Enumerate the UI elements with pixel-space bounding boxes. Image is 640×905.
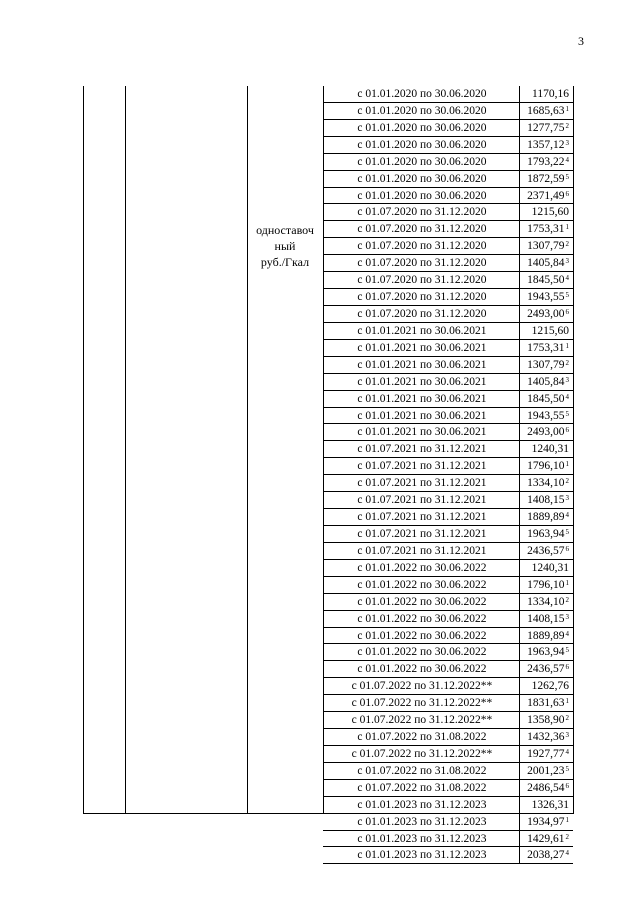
period-cell: с 01.01.2020 по 30.06.2020 (357, 121, 487, 134)
footnote-marker: 1 (565, 460, 569, 469)
footnote-marker: 4 (565, 155, 569, 164)
period-cell: с 01.01.2021 по 30.06.2021 (357, 358, 487, 371)
table-row (323, 661, 573, 678)
footnote-marker: 3 (565, 494, 569, 503)
tariff-value: 1963,94 (527, 646, 565, 659)
footnote-marker: 5 (565, 764, 569, 773)
footnote-marker: 1 (565, 223, 569, 232)
tariff-value-cell (520, 323, 573, 339)
tariff-value: 1432,36 (527, 731, 565, 744)
table-row (323, 221, 573, 238)
table-row (323, 103, 573, 120)
table-row (323, 238, 573, 255)
period-cell: с 01.07.2022 по 31.08.2022 (357, 781, 487, 794)
page-number: 3 (578, 34, 584, 48)
footnote-marker: 1 (565, 341, 569, 350)
tariff-value: 1796,10 (527, 578, 565, 591)
footnote-marker: 3 (565, 375, 569, 384)
tariff-value: 1934,97 (527, 815, 565, 828)
table-row (323, 763, 573, 780)
footnote-marker: 1 (565, 104, 569, 113)
footnote-marker: 2 (565, 714, 569, 723)
table-row (323, 323, 573, 340)
tariff-value-cell (520, 86, 573, 102)
period-cell: с 01.07.2020 по 31.12.2020 (357, 240, 487, 253)
tariff-value-cell (520, 441, 573, 457)
period-cell: с 01.07.2022 по 31.12.2022** (351, 714, 493, 727)
tariff-table (83, 86, 574, 862)
footnote-marker: 4 (565, 392, 569, 401)
period-cell: с 01.07.2020 по 31.12.2020 (357, 307, 487, 320)
unit-label-line: ный (274, 239, 296, 253)
table-row (323, 137, 573, 154)
period-cell: с 01.01.2020 по 30.06.2020 (357, 189, 487, 202)
tariff-value: 2436,57 (527, 544, 565, 557)
period-cell: с 01.01.2021 по 30.06.2021 (357, 392, 487, 405)
footnote-marker: 2 (565, 477, 569, 486)
period-cell: с 01.07.2022 по 31.08.2022 (357, 731, 487, 744)
tariff-value-cell (520, 137, 573, 153)
tariff-value: 1408,15 (527, 494, 565, 507)
footnote-marker: 6 (565, 307, 569, 316)
footnote-marker: 5 (565, 646, 569, 655)
tariff-value: 1326,31 (531, 798, 569, 811)
tariff-value: 1240,31 (531, 561, 569, 574)
period-cell: с 01.01.2022 по 30.06.2022 (357, 663, 487, 676)
tariff-value-cell (520, 560, 573, 576)
tariff-value: 1943,55 (527, 291, 565, 304)
tariff-value: 1845,50 (527, 274, 565, 287)
footnote-marker: 3 (565, 612, 569, 621)
footnote-marker: 3 (565, 257, 569, 266)
tariff-value-cell (520, 289, 573, 305)
table-row (323, 577, 573, 594)
tariff-value: 1215,60 (531, 324, 569, 337)
footnote-marker: 1 (565, 578, 569, 587)
tariff-value: 2038,27 (527, 849, 565, 862)
period-cell: с 01.01.2023 по 31.12.2023 (357, 832, 487, 845)
footnote-marker: 2 (565, 121, 569, 130)
table-row (323, 611, 573, 628)
table-row (323, 780, 573, 797)
table-row (323, 797, 573, 814)
tariff-value: 1277,75 (527, 121, 565, 134)
footnote-marker: 3 (565, 731, 569, 740)
table-row (323, 424, 573, 441)
table-row (323, 594, 573, 611)
table-row (323, 729, 573, 746)
tariff-value-cell (520, 577, 573, 593)
period-cell: с 01.07.2020 по 31.12.2020 (357, 206, 487, 219)
table-row (323, 695, 573, 712)
tariff-value: 1796,10 (527, 460, 565, 473)
period-cell: с 01.07.2022 по 31.12.2022** (351, 697, 493, 710)
period-cell: с 01.01.2021 по 30.06.2021 (357, 341, 487, 354)
tariff-value-cell (520, 746, 573, 762)
tariff-value: 1405,84 (527, 375, 565, 388)
table-row (323, 678, 573, 695)
tariff-value-cell (520, 695, 573, 711)
period-cell: с 01.01.2022 по 30.06.2022 (357, 595, 487, 608)
period-cell: с 01.01.2021 по 30.06.2021 (357, 409, 487, 422)
tariff-value: 1357,12 (527, 138, 565, 151)
table-row (323, 526, 573, 543)
footnote-marker: 3 (565, 138, 569, 147)
period-cell: с 01.07.2021 по 31.12.2021 (357, 477, 487, 490)
tariff-value-cell (520, 611, 573, 627)
table-row (323, 543, 573, 560)
footnote-marker: 4 (565, 849, 569, 858)
tariff-value-cell (520, 729, 573, 745)
tariff-value: 1831,63 (527, 697, 565, 710)
tariff-value: 2493,00 (527, 426, 565, 439)
tariff-value: 1943,55 (527, 409, 565, 422)
table-column-divider (247, 86, 248, 814)
footnote-marker: 5 (565, 172, 569, 181)
period-cell: с 01.07.2022 по 31.12.2022** (351, 680, 493, 693)
tariff-value: 1334,10 (527, 477, 565, 490)
table-right-border (573, 86, 574, 814)
period-cell: с 01.07.2021 по 31.12.2021 (357, 443, 487, 456)
table-row (323, 204, 573, 221)
period-cell: с 01.07.2020 по 31.12.2020 (357, 257, 487, 270)
tariff-value-cell (520, 458, 573, 474)
tariff-value: 1170,16 (532, 88, 569, 100)
tariff-value-cell (520, 594, 573, 610)
footnote-marker: 4 (565, 511, 569, 520)
tariff-value: 1405,84 (527, 257, 565, 270)
footnote-marker: 5 (565, 291, 569, 300)
period-cell: с 01.01.2021 по 30.06.2021 (357, 426, 487, 439)
tariff-value: 1262,76 (531, 680, 569, 693)
tariff-value-cell (520, 204, 573, 220)
tariff-value-cell (520, 306, 573, 322)
tariff-value-cell (520, 526, 573, 542)
table-row (323, 357, 573, 374)
table-row (323, 340, 573, 357)
tariff-value-cell (520, 628, 573, 644)
footnote-marker: 6 (565, 189, 569, 198)
footnote-marker: 5 (565, 409, 569, 418)
table-row (323, 746, 573, 763)
footnote-marker: 2 (565, 832, 569, 841)
tariff-value-cell (520, 678, 573, 694)
table-row (323, 188, 573, 205)
tariff-value: 1429,61 (527, 832, 565, 845)
footnote-marker: 5 (565, 527, 569, 536)
tariff-value-cell (520, 357, 573, 373)
tariff-value: 1872,59 (527, 172, 565, 185)
tariff-value-cell (520, 847, 573, 863)
period-cell: с 01.01.2022 по 30.06.2022 (357, 561, 487, 574)
period-cell: с 01.01.2022 по 30.06.2022 (357, 578, 487, 591)
tariff-value-cell (520, 763, 573, 779)
period-cell: с 01.01.2020 по 30.06.2020 (357, 155, 487, 168)
table-left-border (83, 86, 84, 814)
table-row (323, 391, 573, 408)
tariff-value: 2486,54 (527, 781, 565, 794)
footnote-marker: 1 (565, 815, 569, 824)
table-row (323, 628, 573, 645)
footnote-marker: 6 (565, 781, 569, 790)
tariff-value-cell (520, 340, 573, 356)
table-row (323, 120, 573, 137)
table-row (323, 289, 573, 306)
tariff-value: 1889,89 (527, 629, 565, 642)
tariff-value: 1927,77 (527, 747, 565, 760)
tariff-value-cell (520, 391, 573, 407)
tariff-value: 1753,31 (527, 341, 565, 354)
period-cell: с 01.07.2020 по 31.12.2020 (357, 291, 487, 304)
tariff-value: 1685,63 (527, 104, 565, 117)
tariff-value: 1889,89 (527, 511, 565, 524)
footnote-marker: 6 (565, 544, 569, 553)
table-row (323, 492, 573, 509)
unit-label-line: одноставоч (256, 223, 314, 237)
period-cell: с 01.01.2022 по 30.06.2022 (357, 646, 487, 659)
table-row (323, 374, 573, 391)
table-row (323, 154, 573, 171)
period-cell: с 01.01.2020 по 30.06.2020 (357, 138, 487, 151)
table-row (323, 475, 573, 492)
period-cell: с 01.01.2021 по 30.06.2021 (357, 324, 487, 337)
tariff-value-cell (520, 712, 573, 728)
tariff-value-cell (520, 424, 573, 440)
period-cell: с 01.01.2020 по 30.06.2020 (357, 104, 487, 117)
footnote-marker: 6 (565, 663, 569, 672)
tariff-value: 1307,79 (527, 240, 565, 253)
tariff-value-cell (520, 492, 573, 508)
footnote-marker: 4 (565, 629, 569, 638)
tariff-value: 2001,23 (527, 764, 565, 777)
tariff-value: 1215,60 (531, 206, 569, 219)
table-row (323, 408, 573, 425)
tariff-value-cell (520, 103, 573, 119)
period-cell: с 01.07.2021 по 31.12.2021 (357, 511, 487, 524)
table-row (323, 847, 573, 864)
period-cell: с 01.07.2021 по 31.12.2021 (357, 494, 487, 507)
tariff-value: 1793,22 (527, 155, 565, 168)
tariff-value-cell (520, 780, 573, 796)
tariff-value-cell (520, 831, 573, 847)
footnote-marker: 6 (565, 426, 569, 435)
tariff-value-cell (520, 509, 573, 525)
table-row (323, 560, 573, 577)
table-row (323, 458, 573, 475)
tariff-value-cell (520, 475, 573, 491)
tariff-value: 1240,31 (531, 443, 569, 456)
period-cell: с 01.01.2021 по 30.06.2021 (357, 375, 487, 388)
tariff-value-cell (520, 120, 573, 136)
tariff-value: 2371,49 (527, 189, 565, 202)
tariff-value: 1334,10 (527, 595, 565, 608)
period-cell: с 01.07.2022 по 31.12.2022** (351, 747, 493, 760)
period-cell: с 01.01.2020 по 30.06.2020 (357, 172, 487, 185)
period-cell: с 01.01.2023 по 31.12.2023 (357, 815, 487, 828)
tariff-value-cell (520, 255, 573, 271)
tariff-value: 2436,57 (527, 663, 565, 676)
tariff-value-cell (520, 221, 573, 237)
table-row (323, 509, 573, 526)
footnote-marker: 4 (565, 274, 569, 283)
period-cell: с 01.01.2022 по 30.06.2022 (357, 629, 487, 642)
footnote-marker: 2 (565, 240, 569, 249)
table-row (323, 171, 573, 188)
tariff-value-cell (520, 543, 573, 559)
period-cell: с 01.07.2020 по 31.12.2020 (357, 223, 487, 236)
table-row (323, 712, 573, 729)
tariff-value-cell (520, 797, 573, 813)
table-row (323, 306, 573, 323)
period-cell: с 01.01.2023 по 31.12.2023 (357, 849, 487, 862)
footnote-marker: 4 (565, 747, 569, 756)
tariff-value: 2493,00 (527, 307, 565, 320)
period-cell: с 01.07.2021 по 31.12.2021 (357, 460, 487, 473)
footnote-marker: 2 (565, 595, 569, 604)
unit-label-line: руб./Гкал (260, 255, 310, 269)
tariff-value: 1845,50 (527, 392, 565, 405)
period-cell: с 01.01.2023 по 31.12.2023 (357, 798, 487, 811)
period-cell: с 01.07.2022 по 31.08.2022 (357, 764, 487, 777)
period-cell: с 01.01.2020 по 30.06.2020 (357, 88, 487, 100)
tariff-value-cell (520, 154, 573, 170)
tariff-rows (323, 86, 573, 864)
period-cell: с 01.07.2020 по 31.12.2020 (357, 274, 487, 287)
table-row (323, 255, 573, 272)
tariff-value-cell (520, 171, 573, 187)
table-row (323, 644, 573, 661)
table-row (323, 272, 573, 289)
table-row (323, 441, 573, 458)
tariff-value-cell (520, 188, 573, 204)
tariff-value-cell (520, 408, 573, 424)
unit-label (247, 222, 323, 270)
tariff-value: 1963,94 (527, 527, 565, 540)
table-column-divider (125, 86, 126, 814)
tariff-value-cell (520, 814, 573, 830)
tariff-value-cell (520, 374, 573, 390)
tariff-value: 1408,15 (527, 612, 565, 625)
tariff-value: 1358,90 (527, 714, 565, 727)
footnote-marker: 2 (565, 358, 569, 367)
tariff-value-cell (520, 272, 573, 288)
table-row (323, 831, 573, 848)
tariff-value: 1307,79 (527, 358, 565, 371)
period-cell: с 01.07.2021 по 31.12.2021 (357, 544, 487, 557)
footnote-marker: 1 (565, 697, 569, 706)
tariff-value-cell (520, 238, 573, 254)
table-row (323, 814, 573, 831)
period-cell: с 01.01.2022 по 30.06.2022 (357, 612, 487, 625)
tariff-value: 1753,31 (527, 223, 565, 236)
tariff-value-cell (520, 644, 573, 660)
table-row (323, 86, 573, 103)
tariff-value-cell (520, 661, 573, 677)
period-cell: с 01.07.2021 по 31.12.2021 (357, 527, 487, 540)
